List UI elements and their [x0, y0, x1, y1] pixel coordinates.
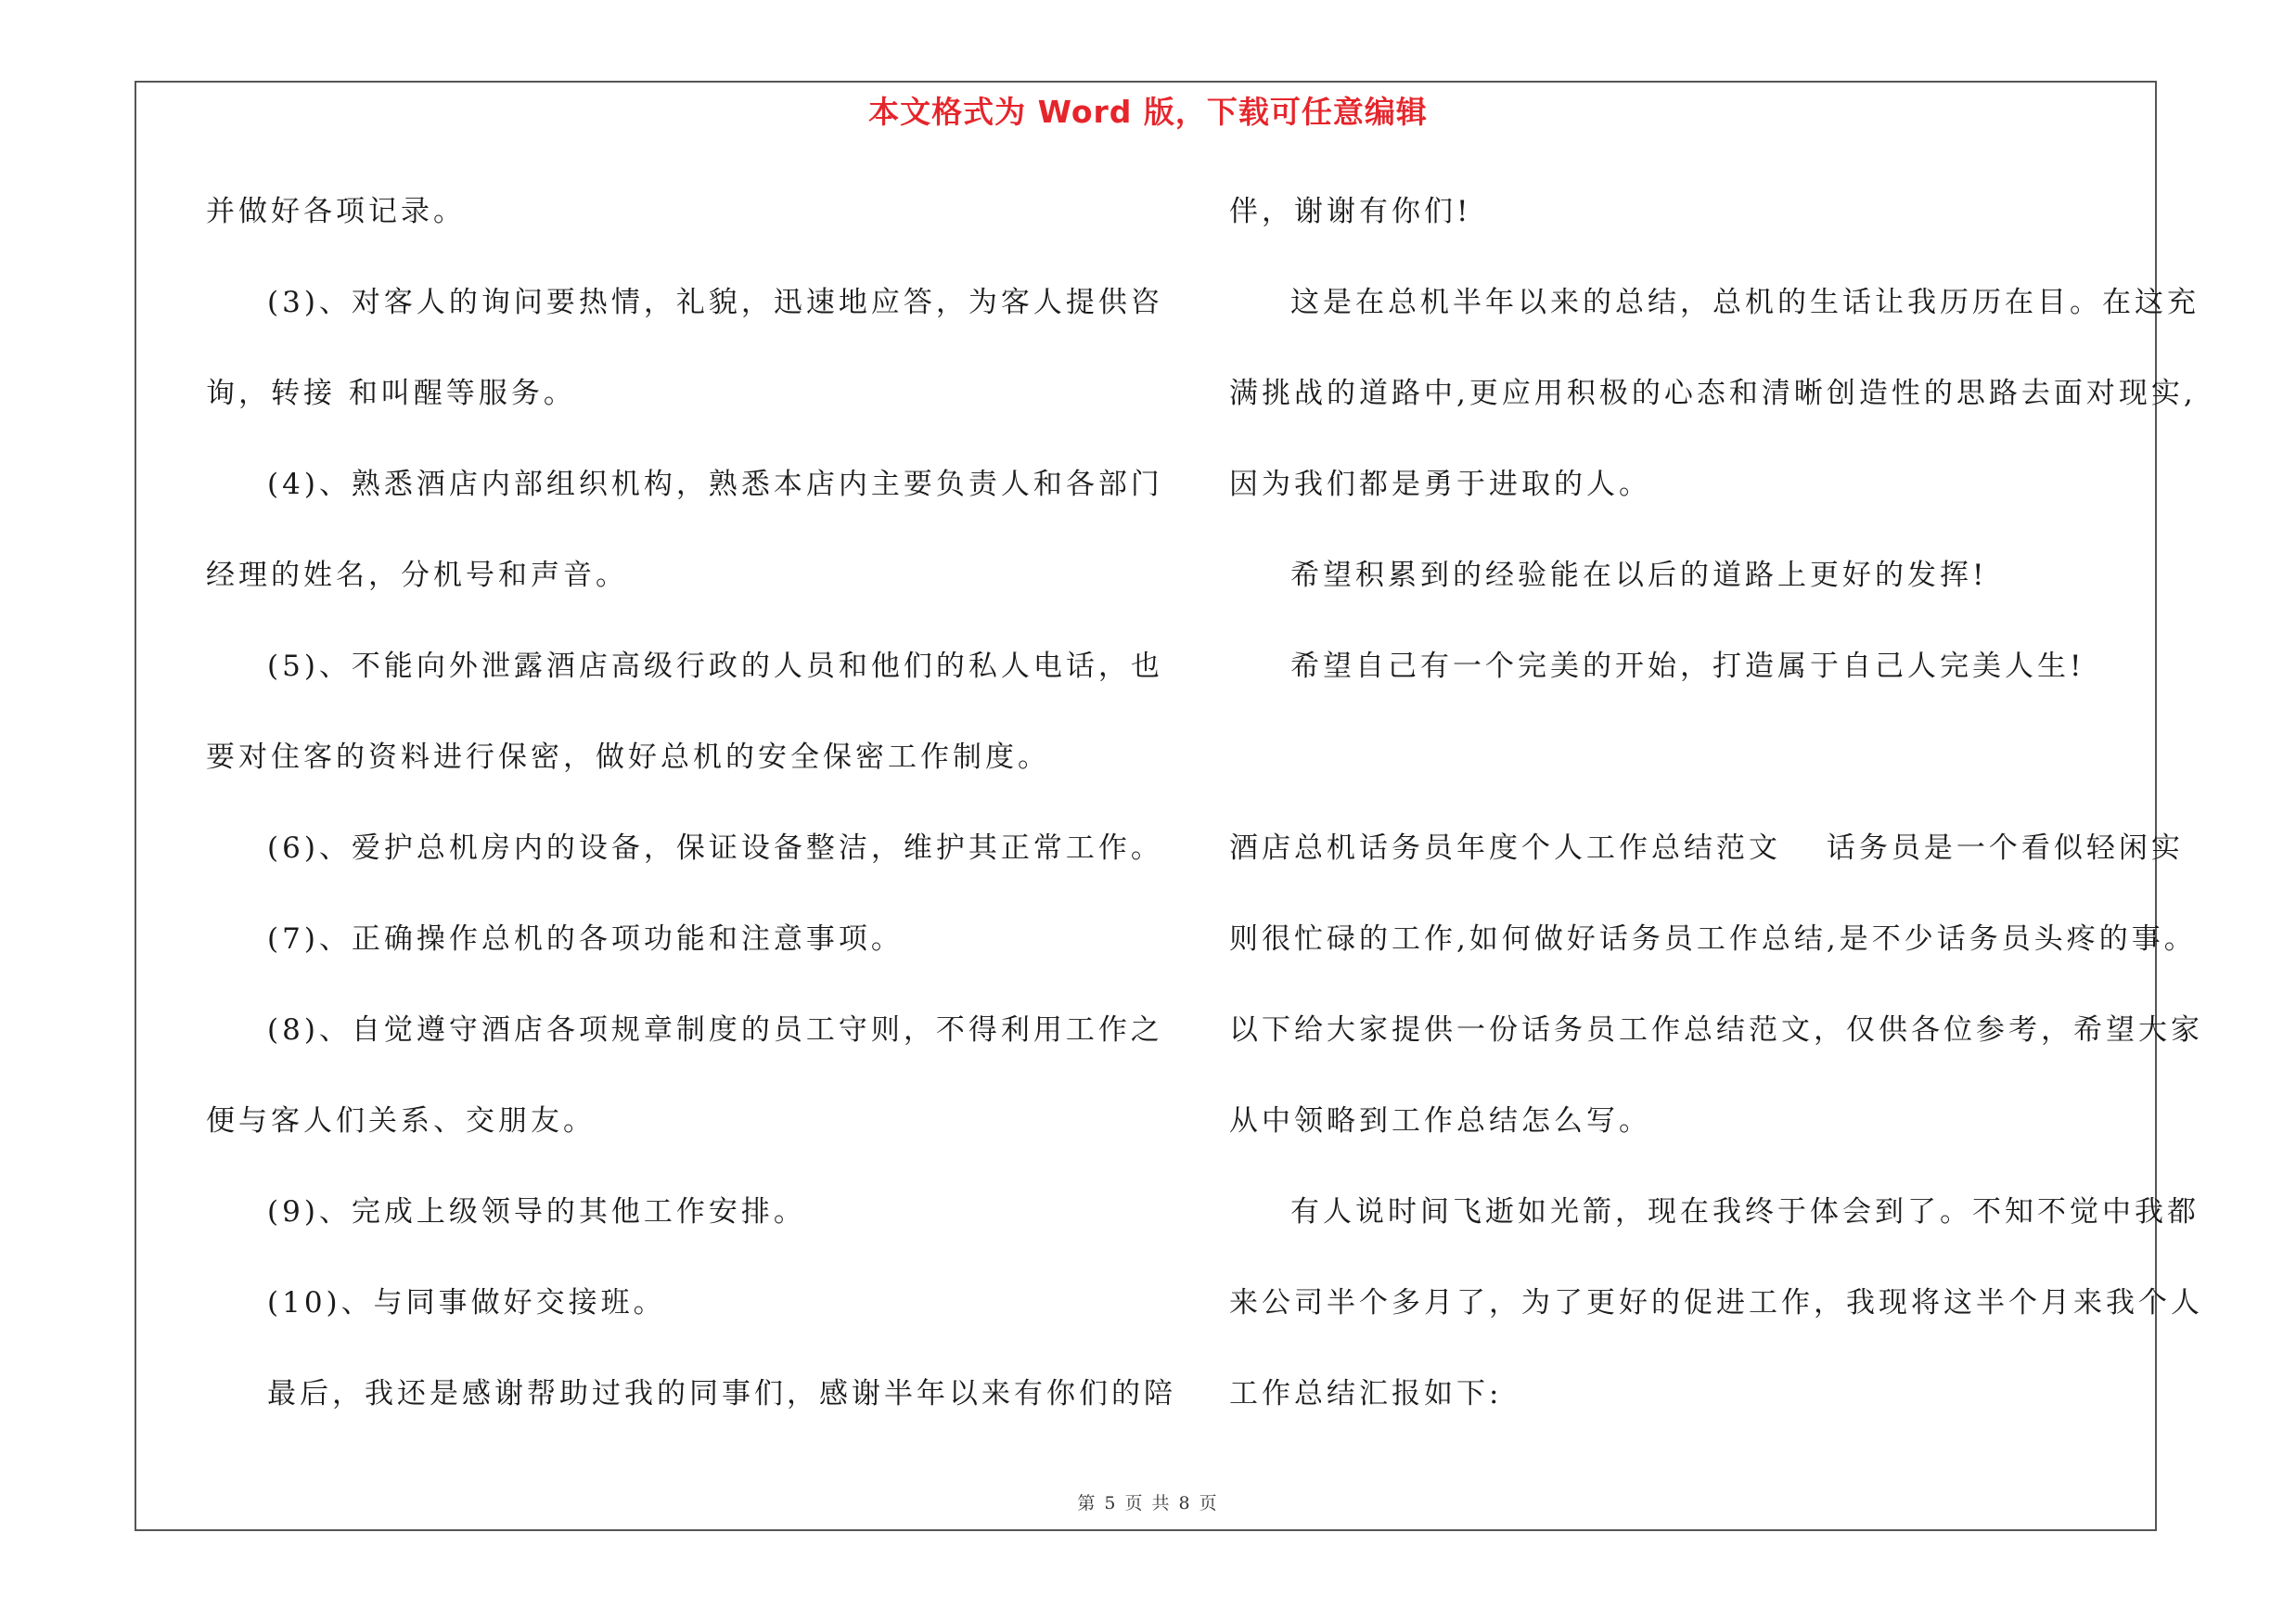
paragraph-line: 希望自己有一个完美的开始，打造属于自己人完美人生!	[1290, 650, 2085, 683]
paragraph-line: 以下给大家提供一份话务员工作总结范文，仅供各位参考，希望大家	[1229, 1013, 2203, 1047]
page-number: 第 5 页 共 8 页	[1077, 1493, 1219, 1514]
paragraph-line: (3)、对客人的询问要热情，礼貌，迅速地应答，为客人提供咨	[267, 286, 1163, 319]
paragraph-line: 从中领略到工作总结怎么写。	[1229, 1104, 1651, 1138]
paragraph-line: (8)、自觉遵守酒店各项规章制度的员工守则，不得利用工作之	[267, 1013, 1163, 1047]
paragraph-line: 经理的姓名，分机号和声音。	[206, 559, 628, 592]
paragraph-line: 满挑战的道路中,更应用积极的心态和清晰创造性的思路去面对现实,	[1229, 377, 2197, 410]
paragraph-line: 则很忙碌的工作,如何做好话务员工作总结,是不少话务员头疼的事。	[1229, 922, 2197, 956]
paragraph-line: 伴，谢谢有你们!	[1229, 195, 1472, 228]
paragraph-line: (5)、不能向外泄露酒店高级行政的人员和他们的私人电话，也	[267, 650, 1163, 683]
paragraph-line: (6)、爱护总机房内的设备，保证设备整洁，维护其正常工作。	[267, 831, 1163, 865]
paragraph-line: 并做好各项记录。	[206, 195, 466, 228]
left-text-column	[206, 184, 1176, 1457]
paragraph-line: 因为我们都是勇于进取的人。	[1229, 468, 1651, 501]
format-banner: 本文格式为 Word 版，下载可任意编辑	[868, 94, 1428, 130]
paragraph-line: 要对住客的资料进行保密，做好总机的安全保密工作制度。	[206, 741, 1050, 774]
paragraph-line: 这是在总机半年以来的总结，总机的生话让我历历在目。在这充	[1290, 286, 2200, 319]
paragraph-line: 酒店总机话务员年度个人工作总结范文 话务员是一个看似轻闲实	[1229, 831, 2184, 865]
paragraph-line: 希望积累到的经验能在以后的道路上更好的发挥!	[1290, 559, 1988, 592]
right-text-column	[1229, 184, 2203, 1457]
paragraph-line: (7)、正确操作总机的各项功能和注意事项。	[267, 922, 904, 956]
paragraph-line: (9)、完成上级领导的其他工作安排。	[267, 1195, 806, 1229]
paragraph-line: 最后，我还是感谢帮助过我的同事们，感谢半年以来有你们的陪	[267, 1377, 1176, 1410]
paragraph-line: 便与客人们关系、交朋友。	[206, 1104, 596, 1138]
paragraph-line: 工作总结汇报如下:	[1229, 1377, 1503, 1410]
blank-line	[1229, 729, 2175, 820]
paragraph-line: 询，转接 和叫醒等服务。	[206, 377, 576, 410]
paragraph-line: (10)、与同事做好交接班。	[267, 1286, 666, 1320]
paragraph-line: (4)、熟悉酒店内部组织机构，熟悉本店内主要负责人和各部门	[267, 468, 1163, 501]
paragraph-line: 有人说时间飞逝如光箭，现在我终于体会到了。不知不觉中我都	[1290, 1195, 2200, 1229]
paragraph-line: 来公司半个多月了，为了更好的促进工作，我现将这半个月来我个人	[1229, 1286, 2203, 1320]
